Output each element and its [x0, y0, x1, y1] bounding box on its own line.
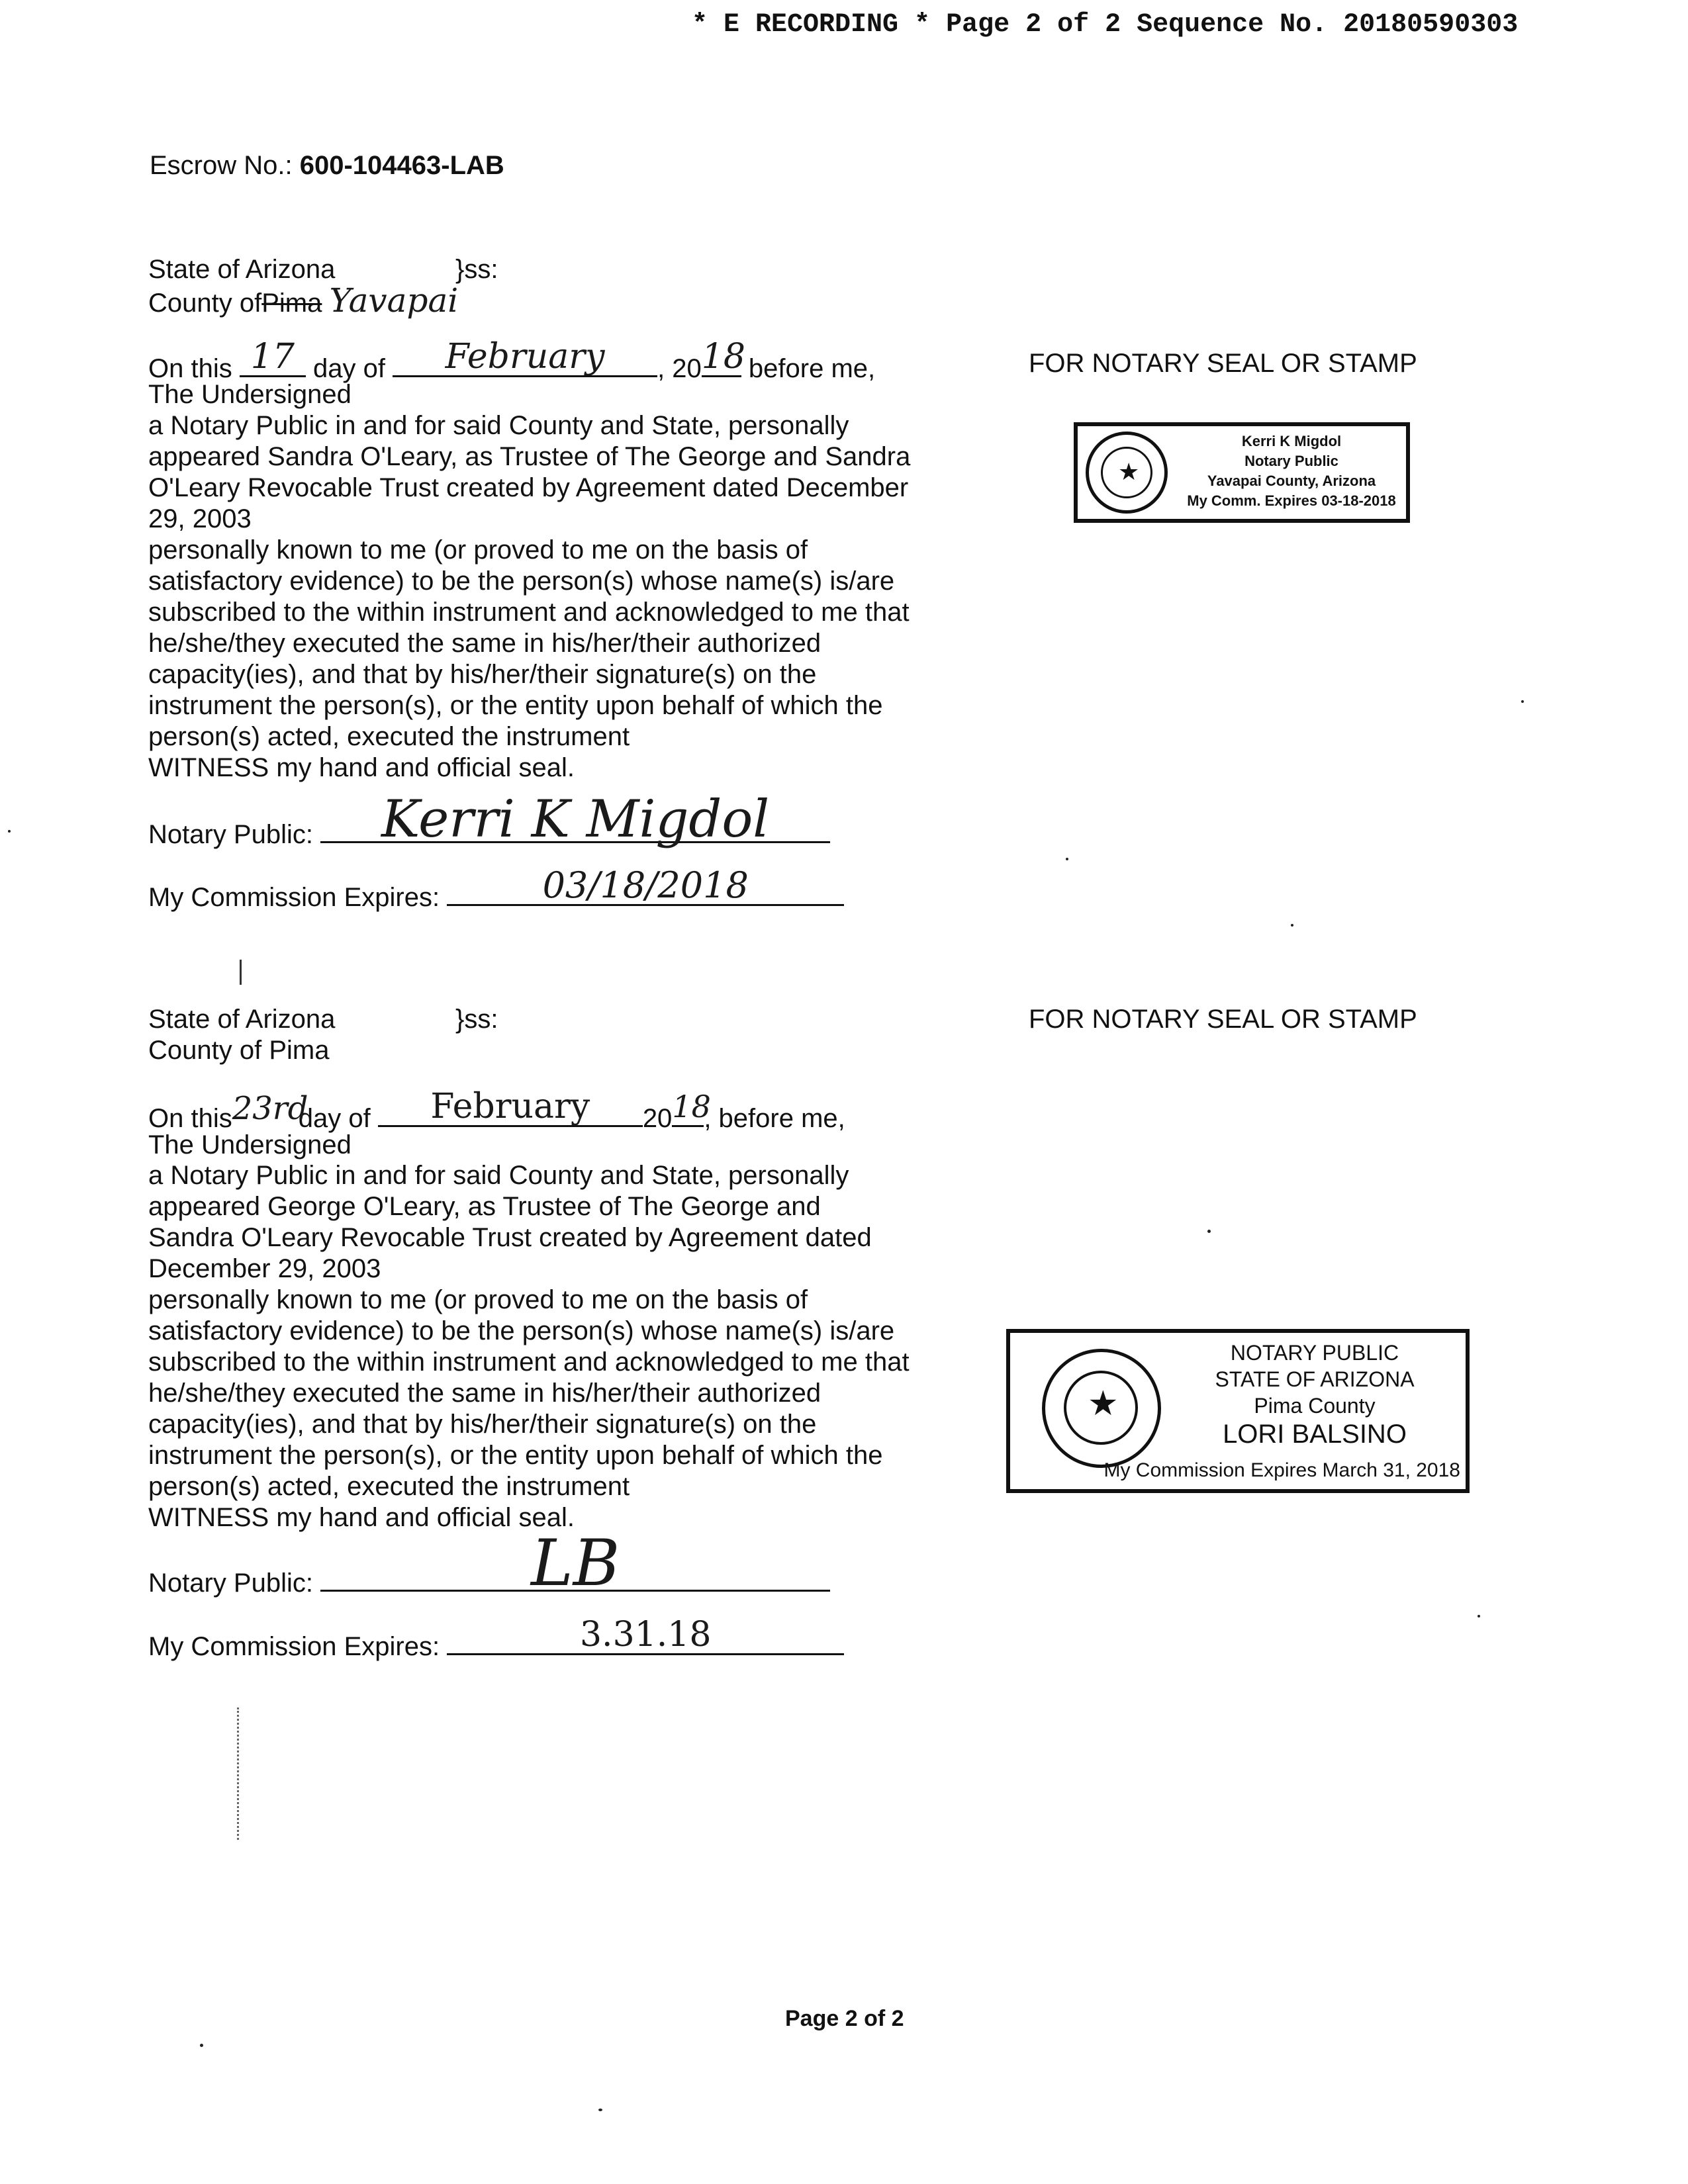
block2-state-line: State of Arizona — [148, 1005, 336, 1034]
scan-dotted-line — [237, 1707, 239, 1840]
block2-expires-field — [447, 1615, 844, 1655]
block2-day-value: 23rd — [232, 1090, 308, 1127]
escrow-number: 600-104463-LAB — [299, 151, 504, 180]
block2-notary-label: Notary Public: — [148, 1569, 313, 1598]
block1-before-me: before me, — [748, 354, 876, 383]
block2-stamp-line2: STATE OF ARIZONA — [1215, 1367, 1415, 1391]
block2-county-line: County of Pima — [148, 1036, 330, 1065]
arizona-state-seal-icon — [1042, 1349, 1161, 1468]
block2-expires-label: My Commission Expires: — [148, 1632, 440, 1661]
block2-seal-heading: FOR NOTARY SEAL OR STAMP — [1029, 1005, 1417, 1034]
block1-signature-field — [320, 790, 830, 849]
block1-day-field — [240, 337, 306, 377]
escrow-line — [150, 150, 504, 181]
block1-expires-value: 03/18/2018 — [542, 864, 749, 906]
block2-signature-field — [320, 1526, 830, 1600]
block1-undersigned: The Undersigned — [148, 380, 352, 409]
speck — [1066, 858, 1068, 860]
speck — [200, 2044, 203, 2047]
block2-day-field — [232, 1090, 308, 1127]
block2-stamp-expires: My Commission Expires March 31, 2018 — [1103, 1459, 1460, 1481]
block1-notary-signature: Kerri K Migdol — [381, 790, 770, 849]
block2-notary-line — [148, 1526, 830, 1600]
block2-expires-line — [148, 1615, 844, 1662]
block2-notary-signature: LB — [530, 1526, 620, 1600]
block1-expires-label: My Commission Expires: — [148, 883, 440, 912]
block1-date-line: On this 17 day of February , 20 18 before me, — [148, 337, 876, 383]
block1-ss: }ss: — [455, 255, 498, 284]
block1-notary-line — [148, 790, 830, 850]
speck — [598, 2109, 602, 2111]
block2-expires-value: 3.31.18 — [579, 1615, 712, 1655]
speck — [1207, 1230, 1211, 1233]
block1-notary-stamp — [1074, 422, 1410, 523]
block1-body: a Notary Public in and for said County and State, personally appeared Sandra O'Leary, as Trustee of The George and Sandra O'Leary Revocable Trust created by Agreement dated December 29, 2003 personally known to me (or proved to me on the basis of satisfactory evidence) to be the person(s) whose name(s) is/are subscribed to the within instrument and acknowledged to me that he/she/they executed the same in his/her/their authorized capacity(ies), and that by his/her/their signature(s) on the instrument the person(s), or the entity upon behalf of which the person(s) acted, executed the instrument WITNESS my hand and official seal. — [148, 411, 911, 782]
block2-before-me: , before me, — [704, 1104, 845, 1133]
block2-on-this: On this — [148, 1104, 232, 1133]
block1-stamp-text — [1176, 432, 1407, 511]
seal-center-star-icon: ★ — [1118, 458, 1140, 485]
block1-state-line: State of Arizona — [148, 255, 336, 284]
block2-ss: }ss: — [455, 1005, 498, 1034]
block2-body: a Notary Public in and for said County and State, personally appeared George O'Leary, as Trustee of The George and Sandra O'Leary Revocable Trust created by Agreement dated December 29, 2003 personally known to me (or proved to me on the basis of satisfactory evidence) to be the person(s) whose name(s) is/are subscribed to the within instrument and acknowledged to me that he/she/they executed the same in his/her/their authorized capacity(ies), and that by his/her/their signature(s) on the instrument the person(s), or the entity upon behalf of which the person(s) acted, executed the instrument WITNESS my hand and official seal. — [148, 1161, 910, 1532]
block1-month-field — [393, 337, 657, 377]
recording-banner: * E RECORDING * Page 2 of 2 Sequence No. 20180590303 — [692, 10, 1519, 40]
block1-on-this: On this — [148, 354, 232, 383]
block2-month-field — [378, 1087, 643, 1127]
block1-expires-line — [148, 864, 844, 913]
block2-year-value: 18 — [672, 1089, 711, 1124]
block2-undersigned: The Undersigned — [148, 1130, 352, 1160]
block1-month-value: February — [445, 337, 605, 377]
block1-stamp-title: Notary Public — [1244, 453, 1338, 469]
block1-day-value: 17 — [250, 337, 295, 377]
speck — [1477, 1615, 1480, 1617]
stray-mark — [240, 960, 242, 985]
seal-center-star-icon: ★ — [1088, 1385, 1119, 1423]
block1-county-struck: Pima — [261, 289, 322, 318]
block2-notary-stamp — [1006, 1329, 1470, 1493]
block2-year-prefix: 20 — [642, 1104, 673, 1133]
block1-year-value: 18 — [701, 337, 745, 377]
block1-expires-field — [447, 864, 844, 906]
block1-seal-heading: FOR NOTARY SEAL OR STAMP — [1029, 349, 1417, 378]
speck — [1291, 924, 1293, 927]
escrow-label: Escrow No.: — [150, 151, 293, 180]
block2-day-of: day of — [298, 1104, 371, 1133]
block2-stamp-name: LORI BALSINO — [1223, 1420, 1407, 1449]
block2-stamp-text — [1169, 1340, 1460, 1449]
block1-county-handwritten: Yavapai — [329, 281, 459, 320]
block2-stamp-line3: Pima County — [1254, 1394, 1376, 1418]
block1-stamp-expires: My Comm. Expires 03-18-2018 — [1187, 492, 1396, 509]
block2-stamp-line1: NOTARY PUBLIC — [1230, 1341, 1399, 1365]
block1-county-line — [148, 281, 459, 320]
block1-county-prefix: County of — [148, 289, 262, 318]
block2-month-value: February — [430, 1087, 590, 1126]
block1-year-prefix: 20 — [672, 354, 702, 383]
block1-day-of: day of — [312, 354, 385, 383]
block2-year-field — [672, 1089, 711, 1127]
arizona-seal-icon — [1086, 432, 1168, 514]
page-number: Page 2 of 2 — [785, 2006, 904, 2031]
block1-stamp-name: Kerri K Migdol — [1241, 433, 1342, 449]
speck — [8, 830, 11, 833]
block1-stamp-county: Yavapai County, Arizona — [1207, 473, 1376, 489]
speck — [1521, 700, 1524, 703]
block1-notary-label: Notary Public: — [148, 820, 313, 849]
block1-year-field — [701, 337, 745, 377]
